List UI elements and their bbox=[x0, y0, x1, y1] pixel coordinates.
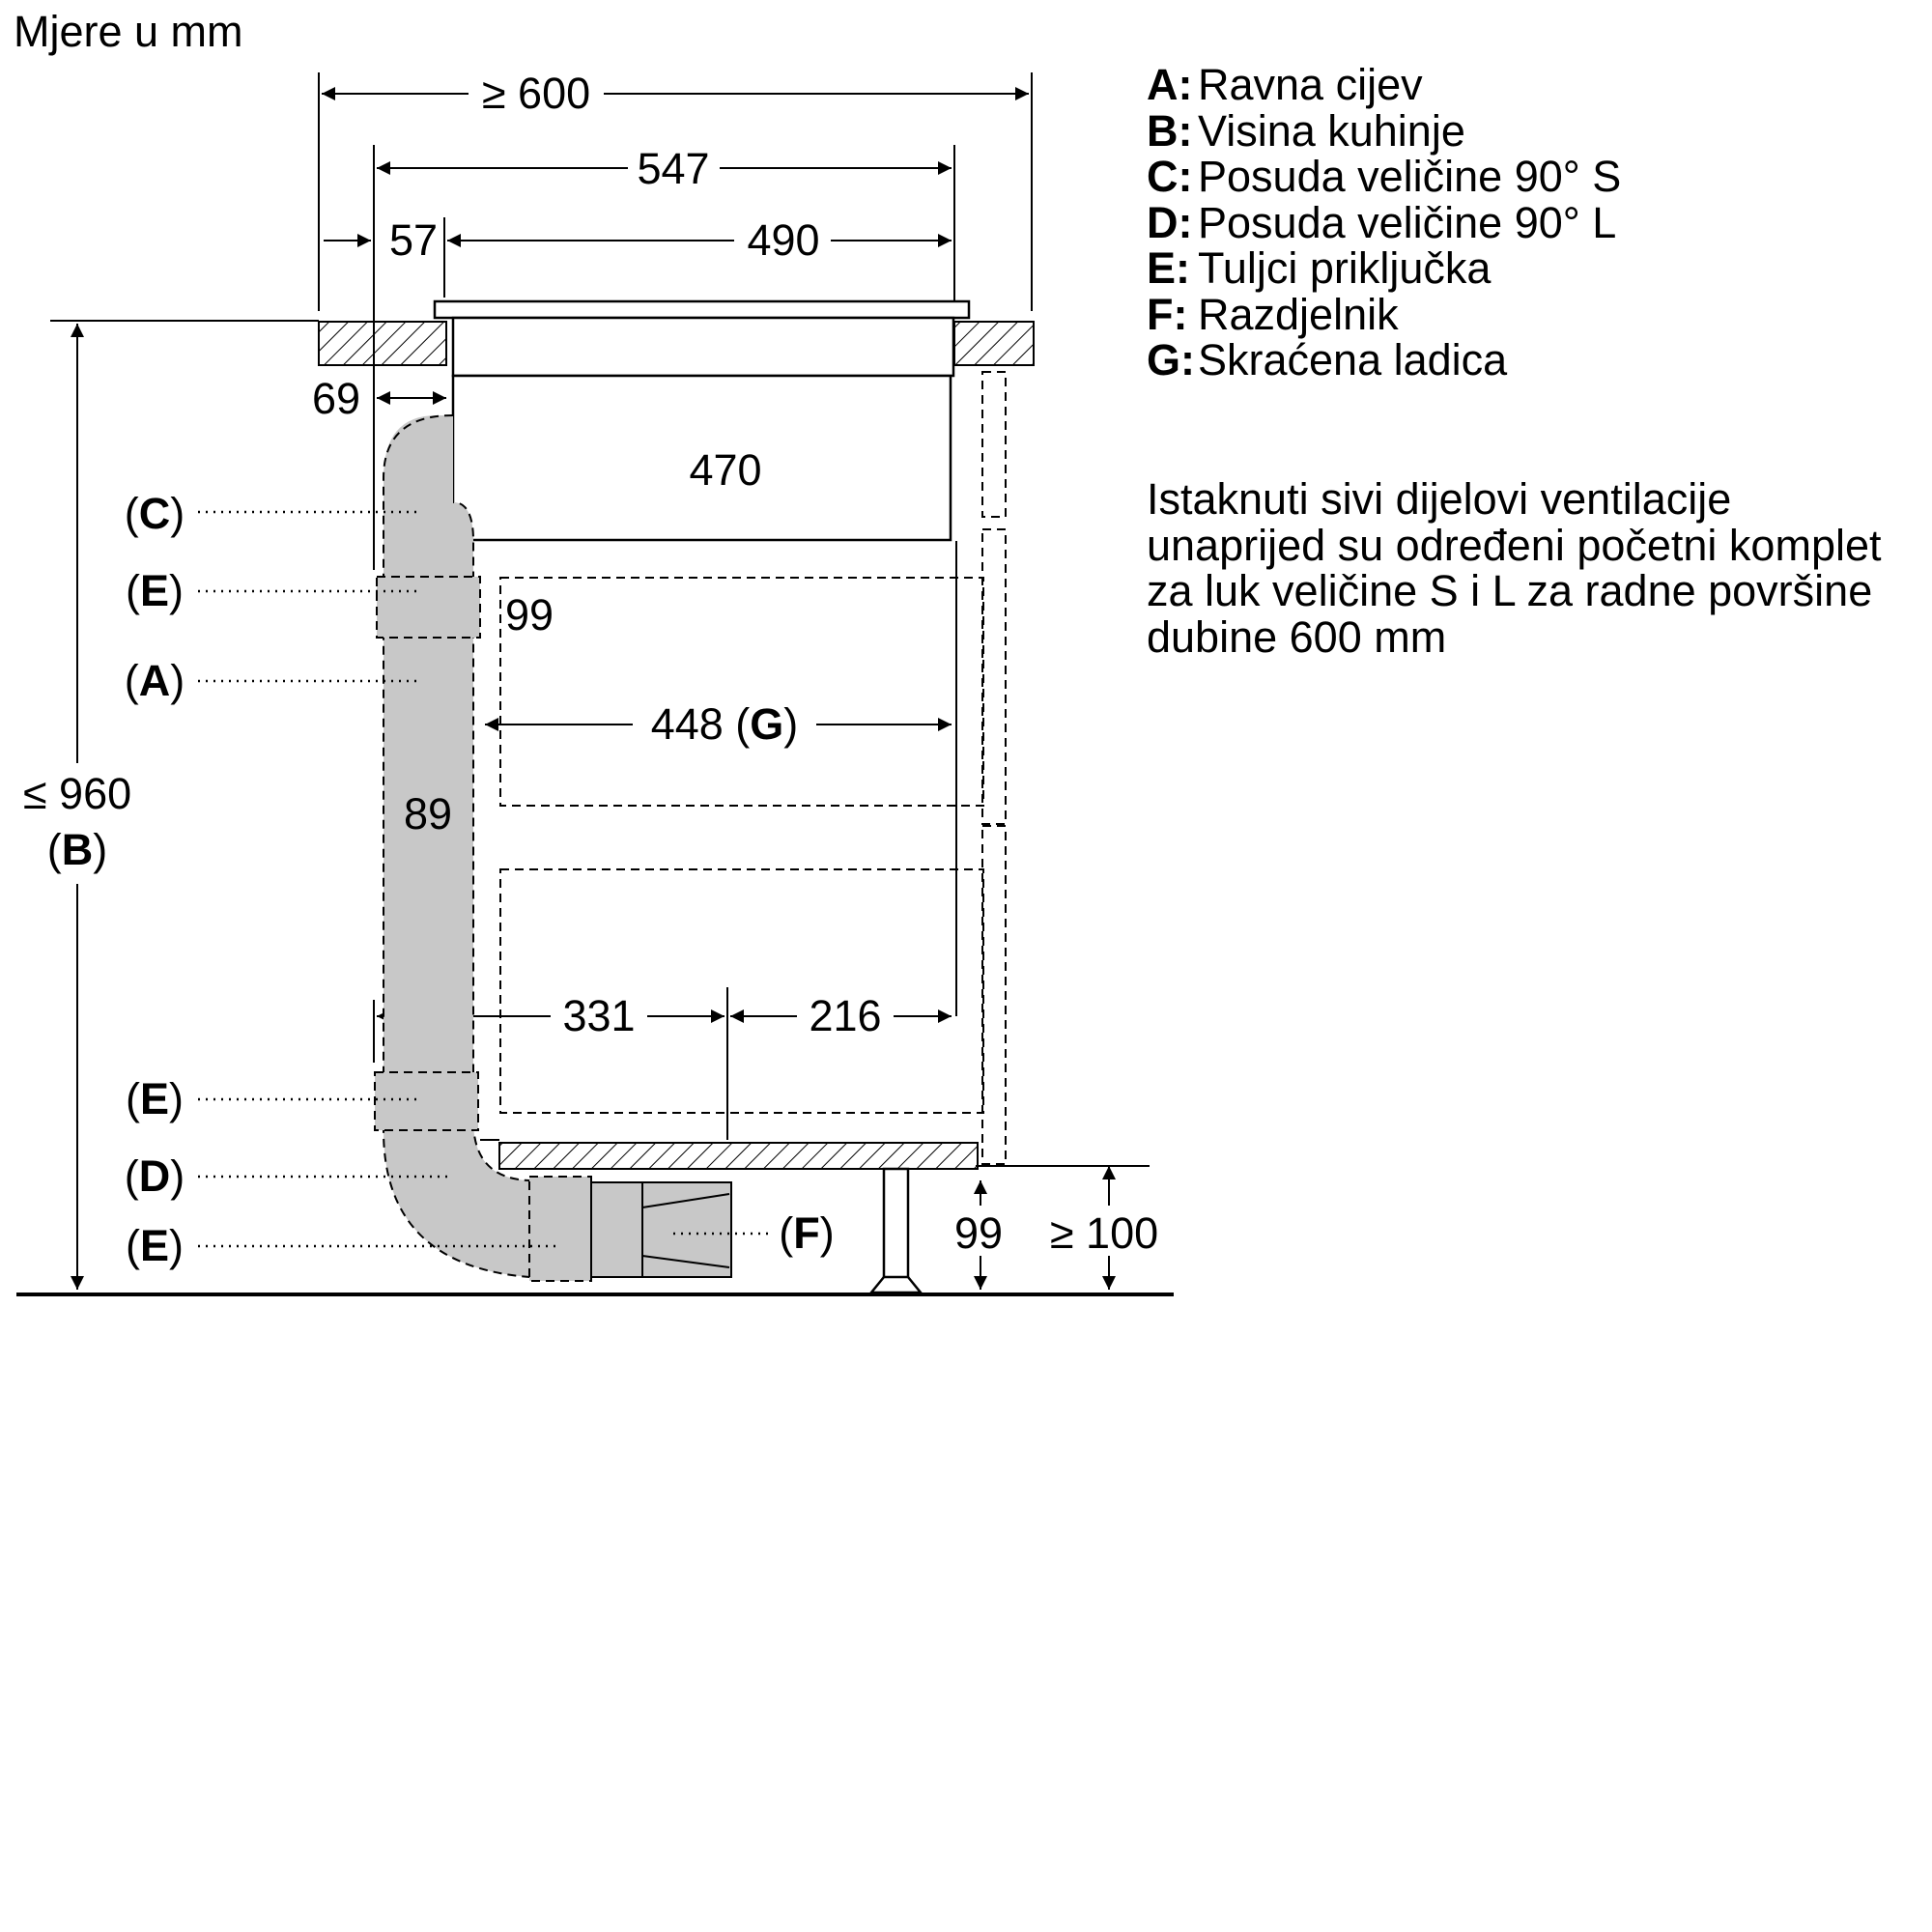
dim-99-top: 99 bbox=[504, 590, 554, 639]
dim-216: 216 bbox=[809, 991, 882, 1040]
legend-item: D: Posuda veličine 90° L bbox=[1147, 197, 1617, 247]
dim-960: ≤ 960 bbox=[22, 769, 132, 818]
callout-f: (F) bbox=[779, 1208, 835, 1258]
dim-331: 331 bbox=[562, 991, 636, 1040]
callout-e-1: (E) bbox=[125, 566, 185, 615]
legend bbox=[1147, 62, 1621, 384]
legend-item: F: Razdjelnik bbox=[1147, 289, 1399, 339]
legend-item: C: Posuda veličine 90° S bbox=[1147, 152, 1622, 201]
legend-item: B: Visina kuhinje bbox=[1147, 105, 1465, 156]
ventilation-note bbox=[1147, 476, 1882, 660]
dim-960-ref: (B) bbox=[46, 825, 108, 874]
legend-item: E: Tuljci priključka bbox=[1147, 243, 1492, 293]
note-line: dubine 600 mm bbox=[1147, 611, 1447, 662]
cabinet-foot bbox=[871, 1169, 921, 1293]
note-line: za luk veličine S i L za radne površine bbox=[1147, 566, 1873, 615]
dim-448: 448 (G) bbox=[650, 699, 799, 749]
plinth bbox=[480, 1140, 978, 1169]
callout-e-2: (E) bbox=[125, 1074, 185, 1123]
cooktop-appliance bbox=[435, 301, 969, 540]
callout-a: (A) bbox=[124, 656, 185, 705]
dimension-labels bbox=[23, 69, 1158, 1258]
legend-item: G: Skraćena ladica bbox=[1147, 335, 1508, 384]
callout-e-3: (E) bbox=[125, 1221, 185, 1270]
callout-d: (D) bbox=[124, 1151, 185, 1201]
dim-600: ≥ 600 bbox=[481, 69, 591, 118]
dim-547: 547 bbox=[637, 144, 710, 193]
dim-69: 69 bbox=[311, 374, 361, 423]
dim-57: 57 bbox=[388, 215, 439, 265]
dim-470: 470 bbox=[689, 445, 762, 495]
dim-100: ≥ 100 bbox=[1049, 1208, 1159, 1258]
dim-490: 490 bbox=[747, 215, 820, 265]
dim-99-bottom: 99 bbox=[953, 1208, 1004, 1258]
callout-c: (C) bbox=[124, 489, 185, 538]
callout-leaders bbox=[198, 512, 773, 1246]
units-title: Mjere u mm bbox=[14, 7, 243, 56]
note-line: unaprijed su određeni početni komplet bbox=[1147, 520, 1882, 570]
legend-item: A: Ravna cijev bbox=[1147, 60, 1423, 109]
dim-89: 89 bbox=[403, 789, 453, 838]
note-line: Istaknuti sivi dijelovi ventilacije bbox=[1147, 474, 1732, 524]
dimension-lines bbox=[77, 94, 1150, 1290]
